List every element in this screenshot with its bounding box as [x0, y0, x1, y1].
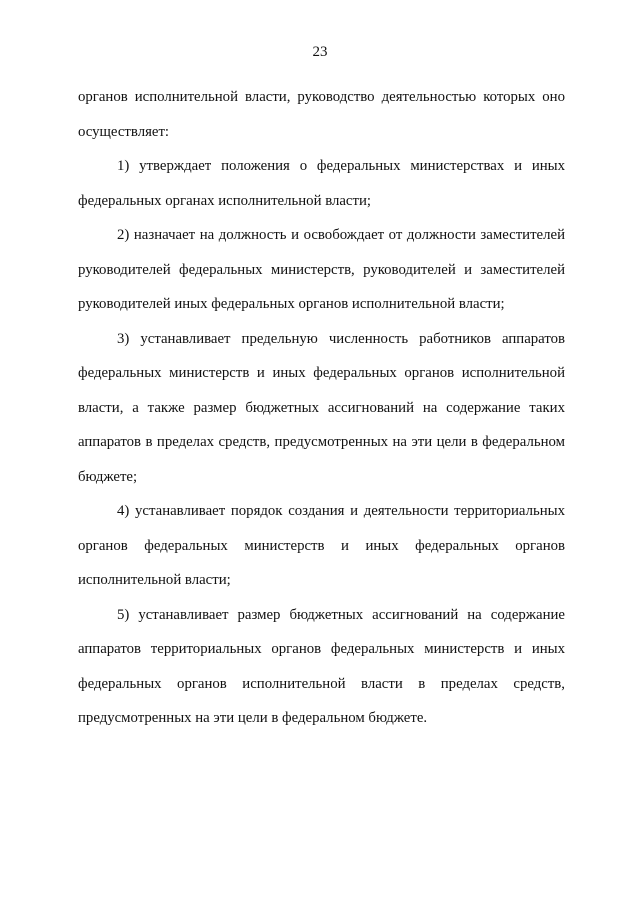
paragraph-item-1: 1) утверждает положения о федеральных министерствах и иных федеральных органах исполнительной власти;	[78, 158, 565, 209]
paragraph-intro: органов исполнительной власти, руководство деятельностью которых оно осуществляет:	[78, 89, 565, 140]
paragraph-item-5: 5) устанавливает размер бюджетных ассигнований на содержание аппаратов территориальных органов федеральных министерств и иных федеральных органов исполнительной власти в пределах средств, предусмотренных на эти цели в федеральном бюджете.	[78, 606, 565, 726]
paragraph-item-3: 3) устанавливает предельную численность работников аппаратов федеральных министерств и иных федеральных органов исполнительной власти, а также размер бюджетных ассигнований на содержание таких аппаратов в пределах средств, предусмотренных на эти цели в федеральном бюджете;	[78, 330, 565, 485]
page-number: 23	[312, 44, 328, 60]
paragraph-item-4: 4) устанавливает порядок создания и деятельности территориальных органов федеральных министерств и иных федеральных органов исполнительной власти;	[78, 503, 565, 588]
paragraph-item-2: 2) назначает на должность и освобождает от должности заместителей руководителей федеральных министерств, руководителей и заместителей руководителей иных федеральных органов исполнительной власти;	[78, 227, 565, 312]
document-body	[78, 80, 565, 736]
